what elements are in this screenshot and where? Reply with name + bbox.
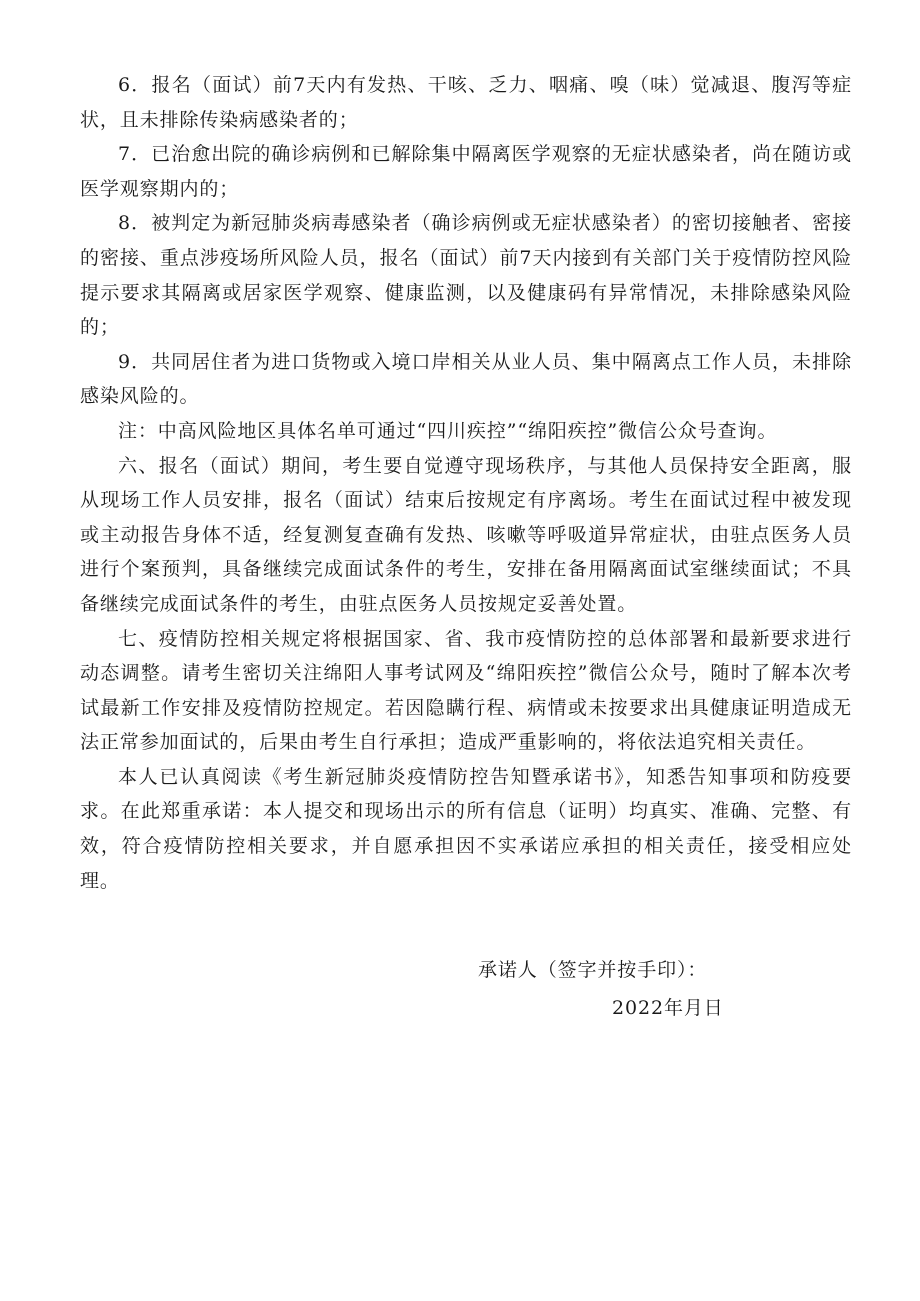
note-paragraph: 注：中高风险地区具体名单可通过“四川疾控”“绵阳疾控”微信公众号查询。	[118, 419, 778, 442]
clause-8: 8．被判定为新冠肺炎病毒感染者（确诊病例或无症状感染者）的密切接触者、密接的密接、重点涉疫场所风险人员，报名（面试）前7天内接到有关部门关于疫情防控风险提示要求其隔离或居家医学观察、健康监测，以及健康码有异常情况，未排除感染风险的；	[80, 212, 852, 339]
signature-label: 承诺人（签字并按手印）：	[478, 959, 708, 981]
clause-6: 6．报名（面试）前7天内有发热、干咳、乏力、咽痛、嗅（味）觉减退、腹泻等症状，且未排除传染病感染者的；	[80, 74, 852, 131]
commitment-statement: 本人已认真阅读《考生新冠肺炎疫情防控告知暨承诺书》，知悉告知事项和防疫要求。在此郑重承诺：本人提交和现场出示的所有信息（证明）均真实、准确、完整、有效，符合疫情防控相关要求，并自愿承担因不实承诺应承担的相关责任，接受相应处理。	[80, 765, 852, 892]
document-body	[80, 68, 852, 898]
section-seven: 七、疫情防控相关规定将根据国家、省、我市疫情防控的总体部署和最新要求进行动态调整。请考生密切关注绵阳人事考试网及“绵阳疾控”微信公众号，随时了解本次考试最新工作安排及疫情防控规定。若因隐瞒行程、病情或未按要求出具健康证明造成无法正常参加面试的，后果由考生自行承担；造成严重影响的，将依法追究相关责任。	[80, 627, 852, 754]
clause-9: 9．共同居住者为进口货物或入境口岸相关从业人员、集中隔离点工作人员，未排除感染风险的。	[80, 350, 852, 408]
date-line: 2022年月日	[612, 997, 724, 1019]
section-six: 六、报名（面试）期间，考生要自觉遵守现场秩序，与其他人员保持安全距离，服从现场工作人员安排，报名（面试）结束后按规定有序离场。考生在面试过程中被发现或主动报告身体不适，经复测复查确有发热、咳嗽等呼吸道异常症状，由驻点医务人员进行个案预判，具备继续完成面试条件的考生，安排在备用隔离面试室继续面试；不具备继续完成面试条件的考生，由驻点医务人员按规定妥善处置。	[80, 454, 852, 615]
clause-7: 7．已治愈出院的确诊病例和已解除集中隔离医学观察的无症状感染者，尚在随访或医学观察期内的；	[80, 143, 852, 200]
